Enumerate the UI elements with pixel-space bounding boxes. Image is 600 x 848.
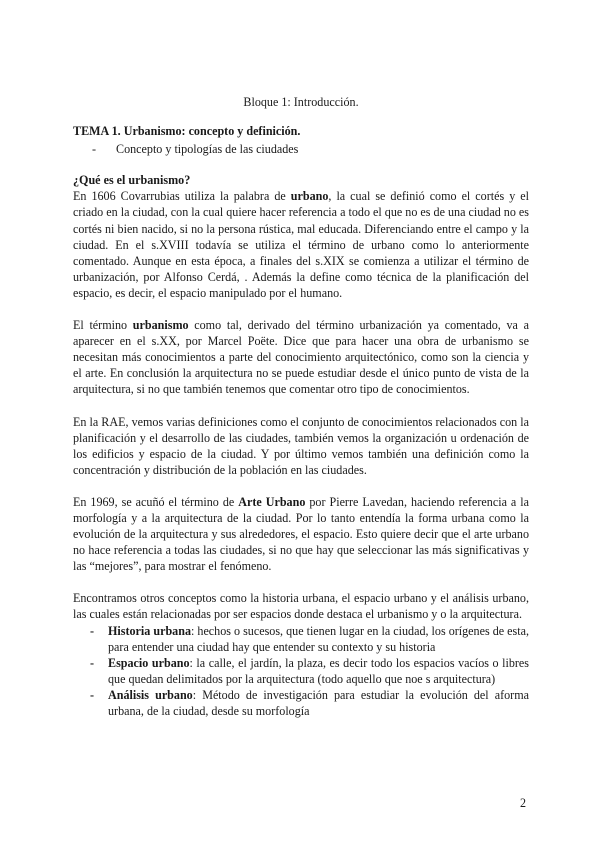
paragraph-text: En 1606 Covarrubias utiliza la palabra de	[73, 189, 291, 204]
block-title: Bloque 1: Introducción.	[243, 95, 359, 109]
paragraph-text: , la cual se definió como el cortés y el criado en la ciudad, con la cual quiere hacer referencia a todo el que no es de una ciudad no es cortés ni bien nacido, si no la persona rústica, mal educada. Diferenciando entre el campo y la ciudad. En el s.XVIII todavía se utiliza el término de urbano como lo anteriormente comentado. Aunque en esta época, a finales del s.XIX se comienza a utilizar el término de urbanización, por Alfonso Cerdá, . Además la define como técnica de la planificación del espacio, es decir, el espacio manipulado por el humano.	[73, 189, 529, 300]
concept-term: Espacio urbano	[108, 655, 190, 670]
paragraph-urbanismo	[73, 317, 529, 397]
concept-text: : la calle, el jardín, la plaza, es decir todo los espacios vacíos o libres que quedan delimitados por la arquitectura (todo aquello que noe s arquitectura)	[108, 655, 530, 686]
paragraph-urbano	[73, 188, 529, 301]
concept-term: Historia urbana	[108, 623, 191, 638]
concept-text: : Método de investigación para estudiar la evolución del aforma urbana, de la ciudad, desde su morfología	[108, 687, 529, 718]
concept-item-espacio-urbano	[73, 655, 529, 687]
paragraph-conceptos	[73, 590, 529, 622]
paragraph-rae	[73, 414, 529, 478]
tema-list	[73, 141, 529, 157]
paragraph-text: El término	[73, 318, 133, 333]
paragraph-text: En la RAE, vemos varias definiciones como el conjunto de conocimientos relacionados con la planificación y el desarrollo de las ciudades, también vemos la organización u ordenación de los edificios y espacio de la ciudad. Y por último vemos también una definición como la concentración y distribución de la población en las ciudades.	[73, 414, 529, 477]
paragraph-arte-urbano	[73, 494, 529, 574]
paragraph-bold-term: Arte Urbano	[238, 494, 306, 509]
paragraph-bold-term: urbanismo	[132, 318, 189, 333]
concept-text: : hechos o sucesos, que tienen lugar en la ciudad, los orígenes de esta, para entender una ciudad hay que entender su contexto y su historia	[108, 623, 529, 654]
paragraph-text: por Pierre Lavedan, haciendo referencia a la morfología y a la arquitectura de la ciudad. Por lo tanto entendía la forma urbana como la evolución de la arquitectura y sus alrededores, el espacio. Esto quiere decir que el arte urbano no hace referencia a todas las ciudades, si no que hay que seleccionar las más significativas y las “mejores”, para mostrar el fenómeno.	[73, 494, 530, 574]
tema-list-item: - Concepto y tipologías de las ciudades	[73, 141, 529, 157]
paragraph-text: Encontramos otros conceptos como la historia urbana, el espacio urbano y el análisis urbano, las cuales están relacionadas por ser espacios donde destaca el urbanismo y o la arquitectura.	[73, 591, 529, 622]
tema-title: TEMA 1. Urbanismo: concepto y definición.	[73, 124, 301, 139]
concept-item-analisis-urbano	[73, 687, 529, 719]
document-page	[73, 94, 529, 719]
section-heading: ¿Qué es el urbanismo?	[73, 173, 191, 188]
concepts-list	[73, 623, 529, 720]
concept-term: Análisis urbano	[108, 687, 193, 702]
page-number: 2	[520, 796, 527, 810]
paragraph-bold-term: urbano	[290, 189, 329, 204]
concept-item-historia-urbana	[73, 623, 529, 655]
paragraph-text: En 1969, se acuñó el término de	[73, 494, 239, 509]
paragraph-text: como tal, derivado del término urbanización ya comentado, va a aparecer en el s.XX, por Marcel Poëte. Dice que para hacer una obra de urbanismo se necesitan más conocimientos a parte del conocimiento arquitectónico, como son la ciencia y el arte. En conclusión la arquitectura no se puede estudiar desde el único punto de vista de la arquitectura, si no que también tenemos que comentar otro tipo de conocimientos.	[73, 318, 529, 397]
